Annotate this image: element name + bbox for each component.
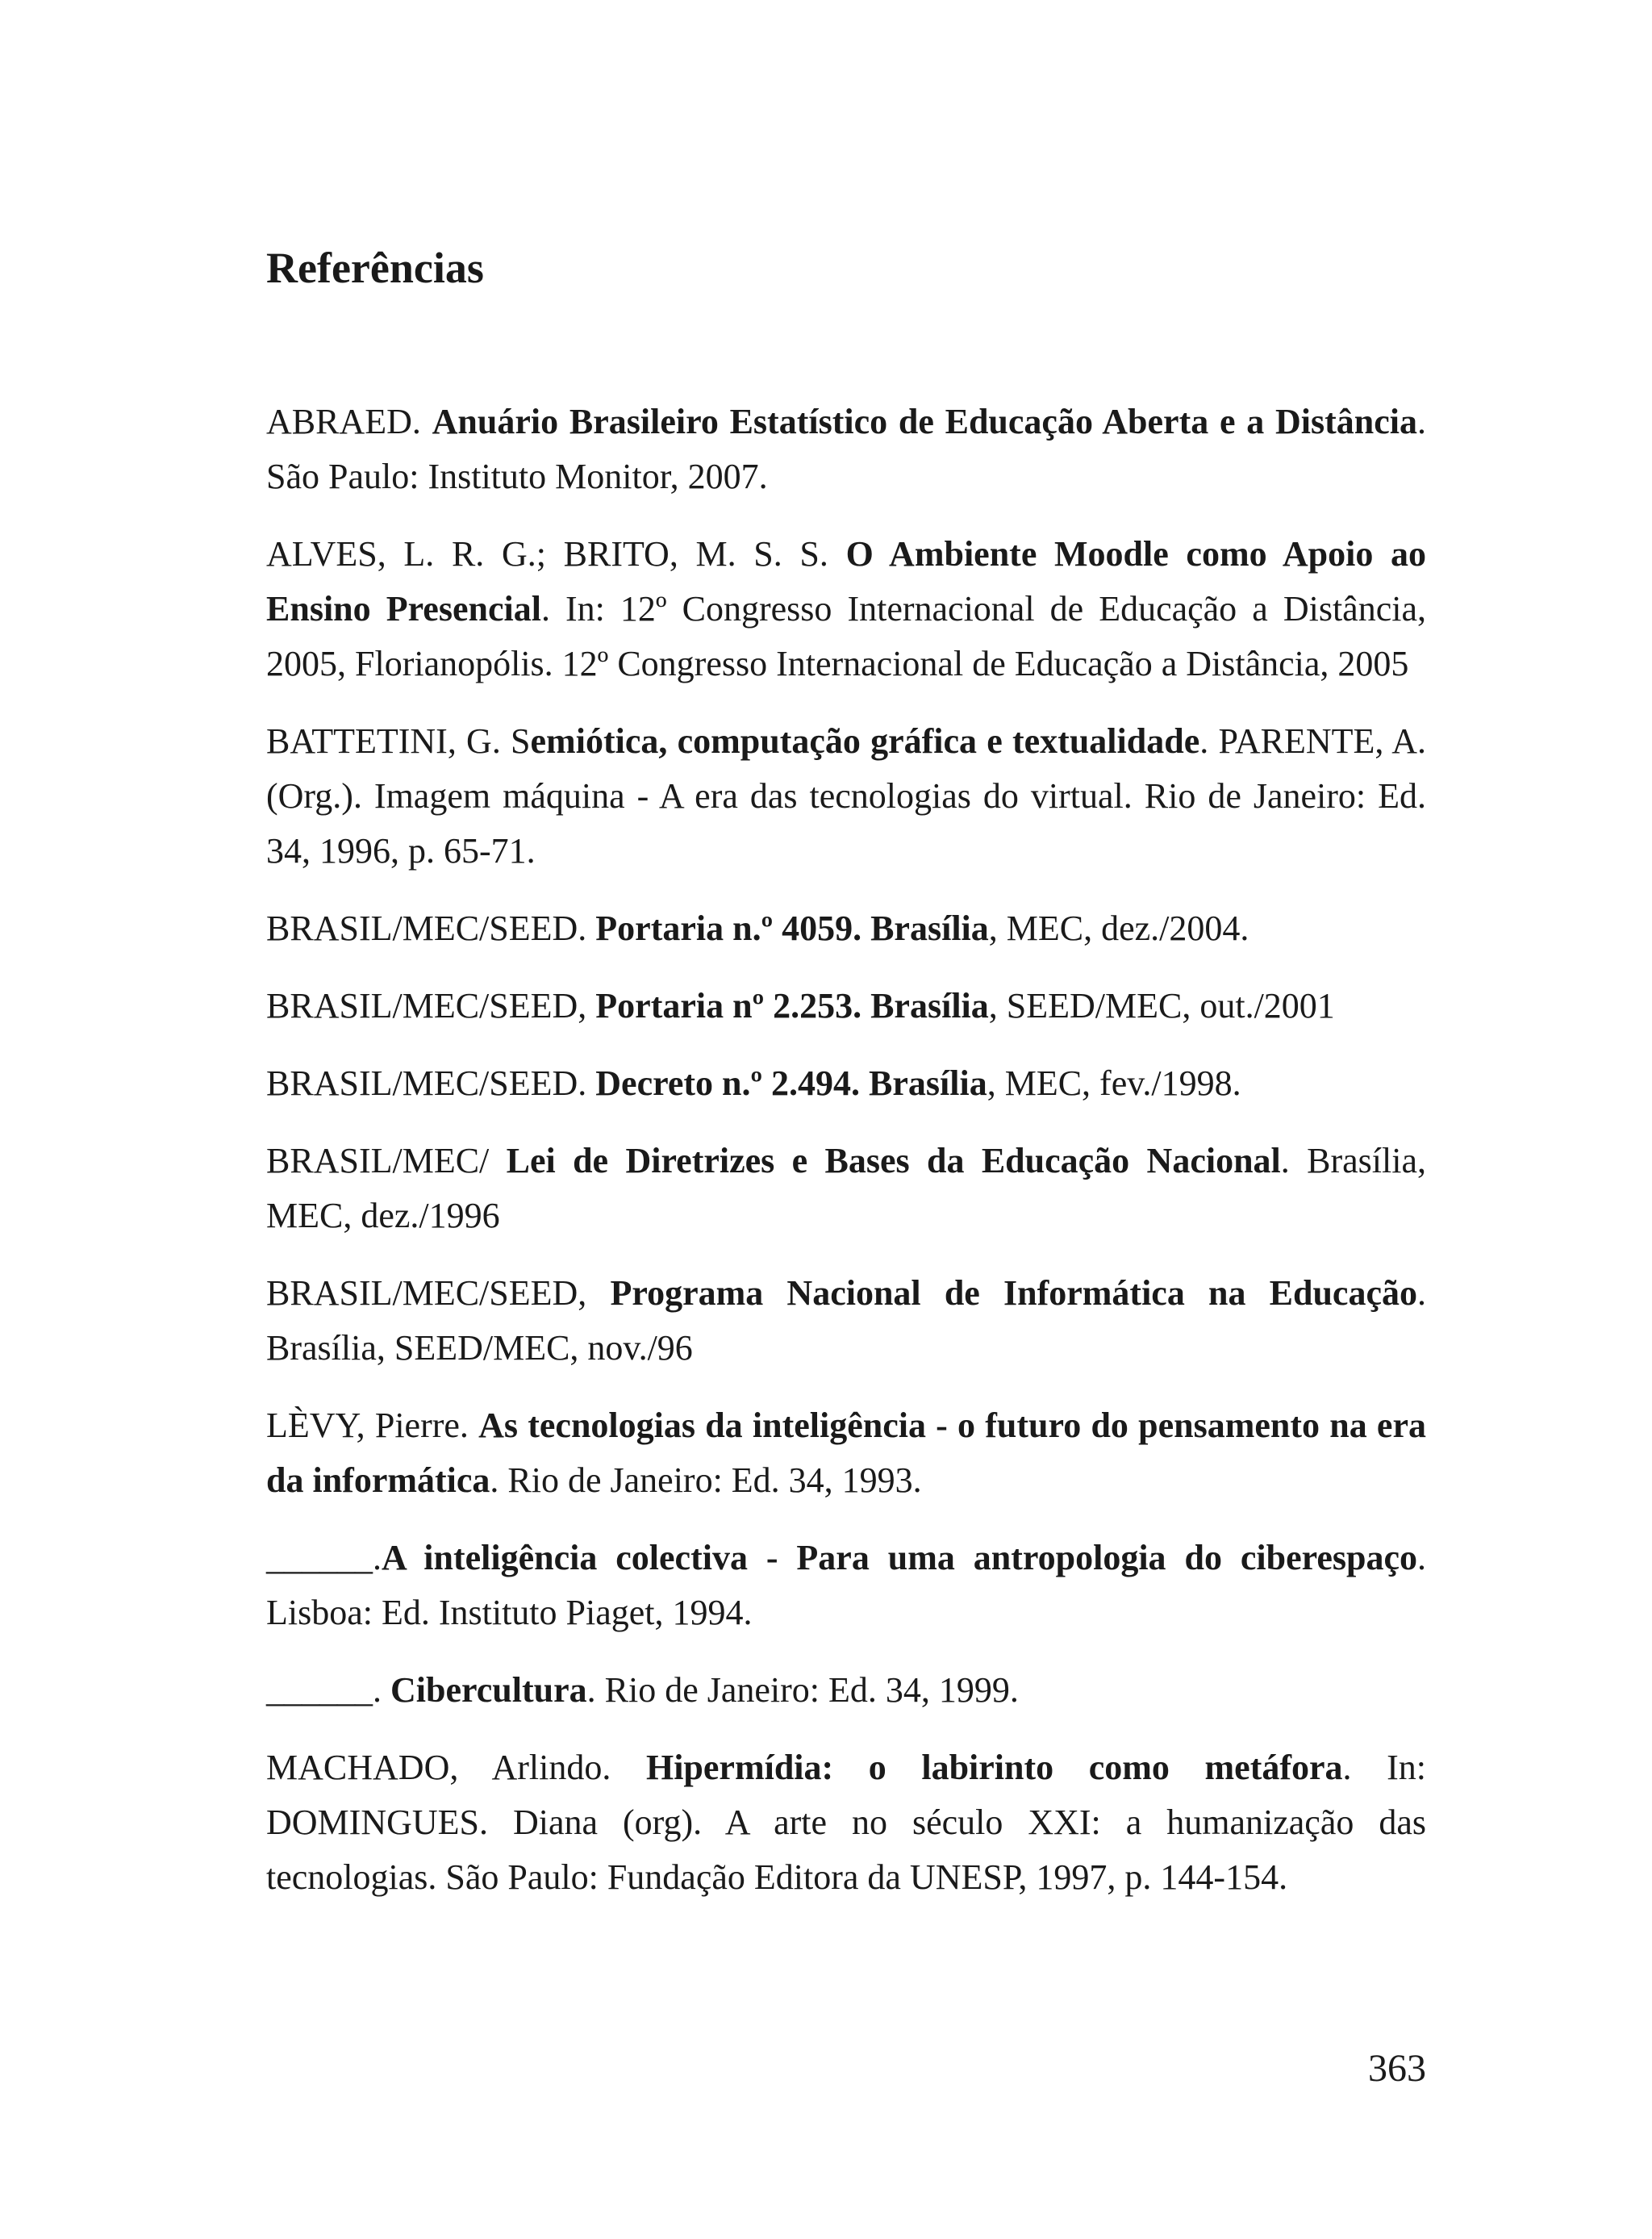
- reference-title: Hipermídia: o labirinto como metáfora: [645, 1747, 1343, 1787]
- reference-title: Decreto n.º 2.494. Brasília: [595, 1063, 987, 1103]
- reference-title: Anuário Brasileiro Estatístico de Educação Aberta e a Distância: [432, 401, 1417, 441]
- reference-title: A inteligência colectiva - Para uma antropologia do ciberespaço: [382, 1537, 1417, 1577]
- reference-details: . São Paulo: Instituto Monitor, 2007.: [266, 401, 1426, 496]
- reference-details: . In: 12º Congresso Internacional de Educação a Distância, 2005, Florianopólis. 12º Congresso Internacional de Educação a Distância, 2005: [266, 588, 1426, 683]
- reference-entry: [266, 1056, 1426, 1111]
- reference-details: . Rio de Janeiro: Ed. 34, 1993.: [490, 1460, 922, 1500]
- reference-details: . PARENTE, A. (Org.). Imagem máquina - A era das tecnologias do virtual. Rio de Janeiro: Ed. 34, 1996, p. 65-71.: [266, 721, 1426, 871]
- reference-details: . In: DOMINGUES. Diana (org). A arte no século XXI: a humanização das tecnologias. São Paulo: Fundação Editora da UNESP, 1997, p. 144-154.: [266, 1747, 1426, 1897]
- reference-title: Cibercultura: [390, 1669, 587, 1710]
- reference-authors: BRASIL/MEC/: [266, 1140, 507, 1180]
- reference-entry: [266, 1134, 1426, 1243]
- reference-authors: ______.: [266, 1537, 382, 1577]
- reference-entry: [266, 527, 1426, 691]
- reference-entry: [266, 714, 1426, 879]
- reference-authors: BATTETINI, G. S: [266, 721, 531, 761]
- reference-authors: BRASIL/MEC/SEED.: [266, 1063, 596, 1103]
- reference-authors: BRASIL/MEC/SEED,: [266, 985, 596, 1026]
- reference-entry: [266, 1531, 1426, 1640]
- reference-details: , SEED/MEC, out./2001: [988, 985, 1335, 1026]
- reference-authors: ______.: [266, 1669, 390, 1710]
- reference-entry: [266, 979, 1426, 1034]
- reference-authors: ABRAED.: [266, 401, 432, 441]
- reference-authors: BRASIL/MEC/SEED.: [266, 908, 596, 948]
- reference-title: Programa Nacional de Informática na Educação: [610, 1272, 1417, 1313]
- reference-entry: [266, 1740, 1426, 1905]
- reference-title: O Ambiente Moodle como Apoio ao Ensino Presencial: [266, 533, 1426, 629]
- reference-title: As tecnologias da inteligência - o futuro do pensamento na era da informática: [266, 1405, 1426, 1500]
- reference-title: Lei de Diretrizes e Bases da Educação Nacional: [506, 1140, 1281, 1180]
- reference-authors: LÈVY, Pierre.: [266, 1405, 479, 1445]
- reference-title: Portaria n.º 4059. Brasília: [595, 908, 989, 948]
- reference-details: . Brasília, MEC, dez./1996: [266, 1140, 1426, 1235]
- reference-entry: [266, 395, 1426, 504]
- reference-details: , MEC, fev./1998.: [987, 1063, 1241, 1103]
- reference-details: . Rio de Janeiro: Ed. 34, 1999.: [586, 1669, 1019, 1710]
- reference-entry: [266, 1398, 1426, 1508]
- page-title: Referências: [266, 244, 484, 292]
- reference-entry: [266, 1266, 1426, 1376]
- references-page: [266, 242, 1426, 1928]
- reference-details: . Brasília, SEED/MEC, nov./96: [266, 1272, 1426, 1368]
- reference-details: , MEC, dez./2004.: [988, 908, 1249, 948]
- reference-list: [266, 395, 1426, 1905]
- page-number: 363: [1368, 2047, 1426, 2090]
- reference-title: emiótica, computação gráfica e textualidade: [530, 721, 1200, 761]
- reference-authors: ALVES, L. R. G.; BRITO, M. S. S.: [266, 533, 846, 574]
- reference-title: Portaria nº 2.253. Brasília: [595, 985, 989, 1026]
- reference-entry: [266, 901, 1426, 956]
- reference-authors: MACHADO, Arlindo.: [266, 1747, 646, 1787]
- reference-authors: BRASIL/MEC/SEED,: [266, 1272, 611, 1313]
- reference-entry: [266, 1663, 1426, 1718]
- reference-details: . Lisboa: Ed. Instituto Piaget, 1994.: [266, 1537, 1426, 1632]
